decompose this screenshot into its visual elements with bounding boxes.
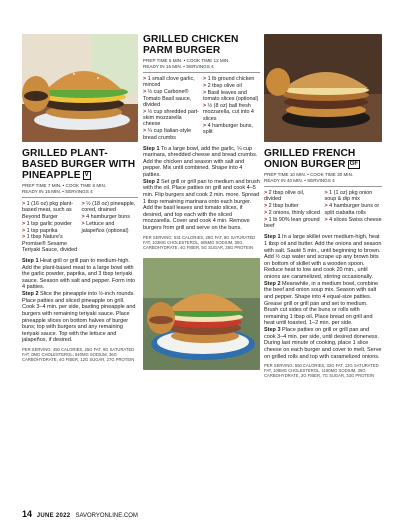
ingredients (143, 76, 260, 141)
chicken-parm-burger-image (143, 258, 260, 370)
recipe-meta-ready: READY IN 15 MIN. • SERVINGS 4 (22, 188, 93, 194)
ingredient: > 1 tbsp Nature's Promise® Sesame Teriyaki Sauce, divided (22, 234, 79, 253)
ingredient: > 4 hamburger buns or split ciabatta rolls (325, 203, 383, 216)
ingredient: > Lettuce and jalapeños (optional) (82, 221, 139, 234)
ingredient: > ½ cup Carbone® Tomato Basil sauce, divided (143, 89, 200, 108)
step: Step 1 Heat grill or grill pan to medium-high. Add the plant-based meat to a large bowl with the garlic powder, paprika, and 3 tbsp teriyaki sauce. Season with salt and pepper. Form into 4 patties. (22, 257, 136, 291)
ingredient: > 1 (1 oz) pkg onion soup & dip mix (325, 190, 383, 203)
chicken-parm-burger-photo (143, 258, 260, 370)
ingredients-right (203, 76, 260, 141)
nutrition-info: PER SERVING: 531 CALORIES, 28G FAT, 8G SATURATED FAT, 103MG CHOLESTEROL, 605MG SODIUM, 30G CARBOHYDRATE, 4G FIBER, 5G SUGAR, 38G PROTEIN (143, 234, 256, 250)
issue-date: JUNE 2022 (36, 513, 71, 519)
ingredients-right (82, 201, 139, 254)
recipe-meta-time: PREP TIME 7 MIN. • COOK TIME 8 MIN. (22, 183, 107, 188)
nutrition-info: PER SERVING: 450 CALORIES, 25G FAT, 9G SATURATED FAT, 0MG CHOLESTEROL, 540MG SODIUM, 36G CARBOHYDRATE, 4G FIBER, 12G SUGAR, 27G PROTEIN (22, 346, 135, 362)
recipe-meta-ready: READY IN 15 MIN. • SERVINGS 4 (143, 63, 214, 69)
site-url: SAVORYONLINE.COM (75, 513, 138, 519)
ingredient: > 1 (16 oz) pkg plant-based meat, such as Beyond Burger (22, 201, 79, 220)
ingredient: > 1 lb 90% lean ground beef (264, 217, 322, 230)
diet-badge: GF (349, 161, 359, 167)
ingredient: > 2 onions, thinly sliced (264, 210, 322, 216)
page-number: 14 (22, 509, 33, 519)
recipe-column-plant-based (22, 34, 138, 362)
ingredients-left (264, 190, 322, 230)
ingredients (22, 201, 138, 254)
ingredient: > 1 small clove garlic, minced (143, 76, 200, 89)
ingredient: > 2 tbsp butter (264, 203, 322, 209)
instructions (143, 146, 260, 232)
nutrition-info: PER SERVING: 550 CALORIES, 32G FAT, 13G SATURATED FAT, 108MG CHOLESTEROL, 1180MG SODIUM, 35G CARBOHYDRATE, 3G FIBER, 7G SUGAR, 33G PROTEIN (264, 363, 379, 379)
ingredient: > 4 hamburger buns, split (203, 123, 260, 136)
step: Step 2 Set grill or grill pan to medium and brush with the oil. Place patties on grill and cook 4–5 min. Flip burgers and cook 2 min. more. Spread 1 tbsp remaining marinara onto each burger. Add the basil leaves and tomato slices, if desired, and top each with the sliced mozzarella. Cover and cook 4 min. Remove burgers from grill and serve on the buns. (143, 178, 260, 231)
instructions (264, 234, 382, 360)
divider (143, 72, 260, 73)
ingredient: > 4 slices Swiss cheese (325, 217, 383, 223)
footer-separator (72, 513, 74, 519)
ingredient: > 4 hamburger buns (82, 214, 139, 220)
ingredient: > ¼ cup Italian-style bread crumbs (143, 128, 200, 141)
divider (22, 197, 138, 198)
ingredient: > 2 tbsp olive oil, divided (264, 190, 322, 203)
step: Step 3 Place patties on grill or grill pan and cook 3–4 min. per side, until desired doneness. During last minute of cooking, place 1 slice cheese on each burger and cover to melt. Serve on grilled rolls and top with caramelized onions. (264, 327, 382, 360)
ingredients-right (325, 190, 383, 230)
ingredients (264, 190, 382, 230)
ingredient: > Basil leaves and tomato slices (optional) (203, 90, 260, 103)
recipe-title: GRILLED FRENCH ONION BURGER GF (264, 148, 359, 170)
recipe-title: GRILLED PLANT-BASED BURGER WITH PINEAPPLE V (22, 148, 136, 181)
recipe-meta-ready: READY IN 40 MIN. • SERVINGS 4 (264, 177, 335, 183)
instructions (22, 258, 138, 344)
diet-badge: V (84, 172, 89, 178)
french-onion-burger-image (264, 34, 382, 142)
ingredient: > 1 lb ground chicken (203, 76, 260, 82)
ingredient: > 1 tsp paprika (22, 228, 79, 234)
recipe-meta-time: PREP TIME 10 MIN. • COOK TIME 30 MIN. (264, 172, 354, 177)
ingredient: > 2 tbsp olive oil (203, 83, 260, 89)
step: Step 2 Meanwhile, in a medium bowl, combine the beef and onion soup mix. Season with salt and pepper. Shape into 4 equal-size patties. Grease grill or grill pan and set to medium. Brush cut sides of the buns or rolls with remaining 1 tbsp oil. Place bread on grill and heat until toasted, 1–2 min. per side. (264, 280, 379, 327)
french-onion-burger-photo (264, 34, 382, 142)
plant-burger-photo (22, 34, 138, 142)
step: Step 2 Slice the pineapple into ½-inch rounds. Place patties and sliced pineapple on grill. Cook 3–4 min. per side, basting pineapple and burgers with remaining teriyaki sauce. Place pineapple slices on bottom halves of burger buns; top with burgers and any remaining teriyaki sauce. Top with the lettuce and jalapeños, if desired. (22, 291, 136, 344)
recipe-meta-time: PREP TIME 5 MIN. • COOK TIME 12 MIN. (143, 58, 230, 63)
plant-burger-image (22, 34, 138, 142)
ingredient: > ½ (18 oz) pineapple, cored, drained (82, 201, 139, 214)
divider (264, 186, 382, 187)
recipe-title: GRILLED CHICKEN PARM BURGER (143, 34, 239, 56)
ingredient: > ½ (8 oz) ball fresh mozzarella, cut into 4 slices (203, 103, 260, 122)
page-footer (22, 509, 138, 519)
recipe-column-french-onion (264, 34, 382, 378)
step: Step 1 To a large bowl, add the garlic, ¼ cup marinara, shredded cheese and bread crumbs. Add the chicken and season with salt and pepper. Mix until combined. Shape into 4 patties. (143, 145, 258, 178)
ingredients-left (143, 76, 200, 141)
recipe-column-chicken-parm (143, 34, 260, 370)
ingredients-left (22, 201, 79, 254)
ingredient: > 1 tsp garlic powder (22, 221, 79, 227)
ingredient: > ½ cup shredded part-skim mozzarella cheese (143, 109, 200, 128)
step: Step 1 In a large skillet over medium-high, heat 1 tbsp oil and butter. Add the onions and season with salt. Sauté 5 min., until beginning to brown. Add ½ cup water and scrape up any brown bits on bottom of skillet with a wooden spoon. Reduce heat to low and cook 20 min., until onions are caramelized, stirring occasionally. (264, 234, 382, 280)
